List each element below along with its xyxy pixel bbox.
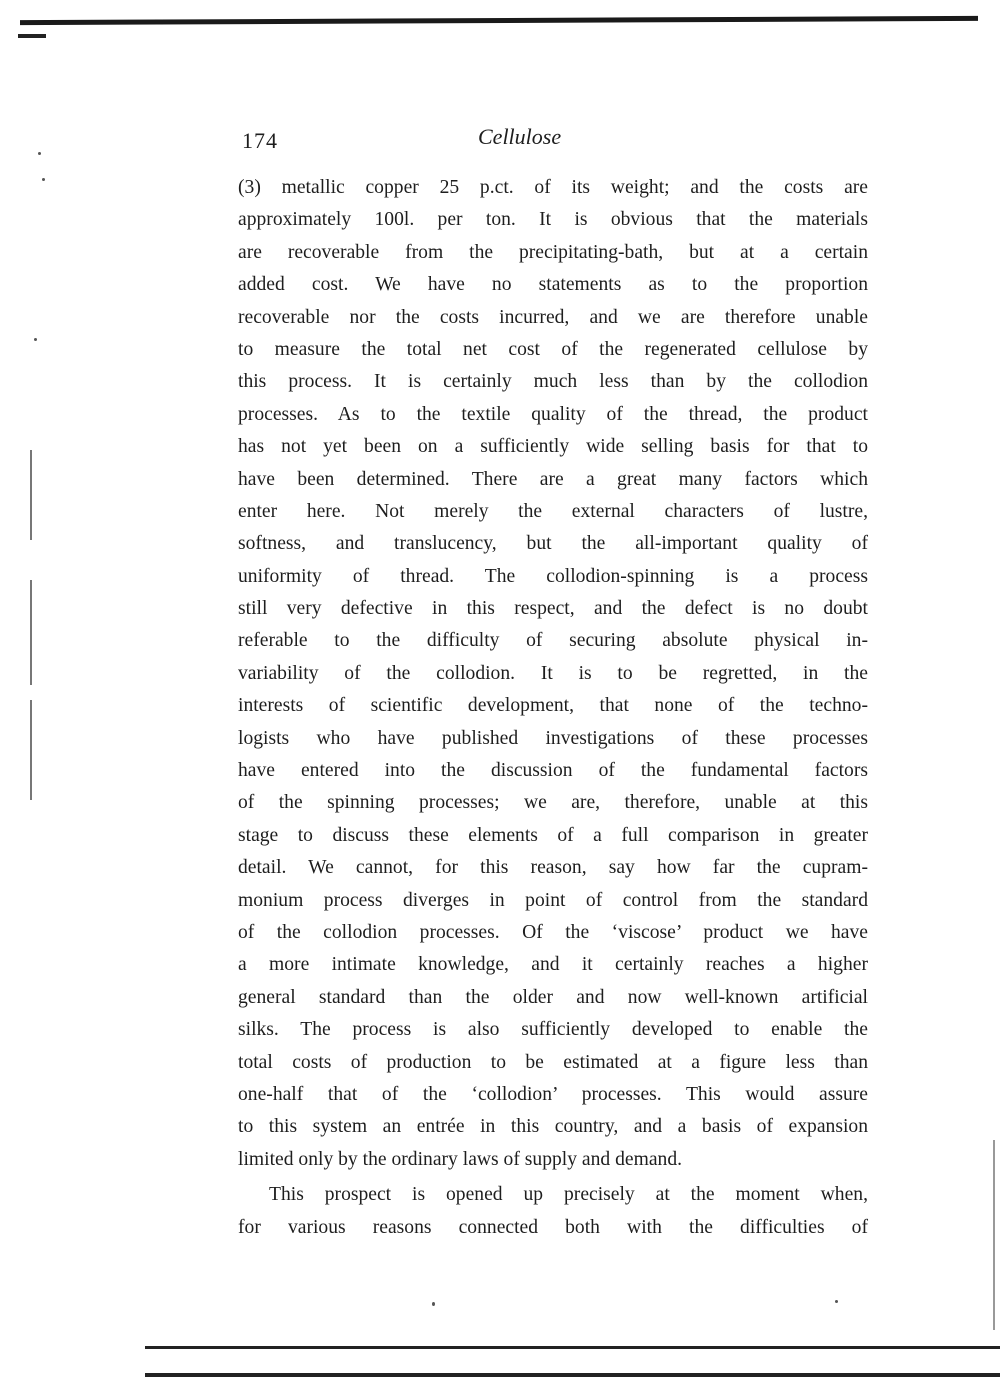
text-line: for various reasons connected both with the difficulties of (238, 1216, 868, 1238)
text-line: limited only by the ordinary laws of supply and demand. (238, 1148, 683, 1170)
bottom-rule-lower (145, 1373, 1000, 1377)
text-line: has not yet been on a sufficiently wide selling basis for that to (238, 436, 868, 458)
text-line: softness, and translucency, but the all-important quality of (238, 533, 868, 555)
text-line: a more intimate knowledge, and it certainly reaches a higher (238, 954, 868, 976)
text-line: interests of scientific development, that none of the techno- (238, 695, 868, 717)
text-line: enter here. Not merely the external characters of lustre, (238, 500, 868, 522)
running-title: Cellulose (478, 124, 562, 149)
right-edge-mark (993, 1140, 995, 1330)
text-line: (3) metallic copper 25 p.ct. of its weight; and the costs are (238, 177, 868, 198)
text-line: detail. We cannot, for this reason, say how far the cupram- (238, 857, 868, 879)
speck (835, 1300, 838, 1303)
body-text (238, 172, 868, 1244)
speck (432, 1302, 435, 1306)
text-line: silks. The process is also sufficiently developed to enable the (238, 1019, 868, 1041)
top-rule (20, 16, 978, 25)
text-line: referable to the difficulty of securing absolute physical in- (238, 630, 868, 652)
text-line: monium process diverges in point of control from the standard (238, 889, 868, 911)
speck (42, 178, 45, 181)
text-line: one-half that of the ‘collodion’ processes. This would assure (238, 1083, 868, 1105)
text-line: logists who have published investigations of these processes (238, 727, 868, 749)
text-line: to this system an entrée in this country, and a basis of expansion (238, 1116, 868, 1138)
text-line: general standard than the older and now well-known artificial (238, 986, 868, 1008)
text-line: uniformity of thread. The collodion-spinning is a process (238, 565, 868, 587)
text-line: still very defective in this respect, and the defect is no doubt (238, 598, 868, 620)
text-line: This prospect is opened up precisely at the moment when, (269, 1184, 868, 1206)
text-line: of the spinning processes; we are, therefore, unable at this (238, 792, 868, 814)
text-line: total costs of production to be estimated at a figure less than (238, 1051, 868, 1073)
bottom-rule-upper (145, 1346, 1000, 1349)
speck (38, 152, 41, 155)
top-left-mark (18, 34, 46, 38)
paragraph (238, 172, 868, 1176)
text-line: added cost. We have no statements as to the proportion (238, 274, 868, 296)
speck (34, 338, 37, 341)
text-line: have been determined. There are a great many factors which (238, 468, 868, 490)
text-line: of the collodion processes. Of the ‘viscose’ product we have (238, 921, 868, 943)
text-line: this process. It is certainly much less than by the collodion (238, 371, 868, 393)
paragraph (238, 1179, 868, 1244)
text-line: variability of the collodion. It is to be regretted, in the (238, 662, 868, 684)
text-line: to measure the total net cost of the regenerated cellulose by (238, 338, 868, 360)
text-line: are recoverable from the precipitating-bath, but at a certain (238, 241, 868, 263)
left-edge-mark-middle (30, 580, 32, 685)
text-line: have entered into the discussion of the fundamental factors (238, 760, 868, 782)
left-edge-mark-lower (30, 700, 32, 800)
left-edge-mark-upper (30, 450, 32, 540)
text-line: stage to discuss these elements of a full comparison in greater (238, 824, 868, 846)
text-line: processes. As to the textile quality of the thread, the product (238, 403, 868, 425)
page-number: 174 (242, 128, 278, 153)
text-line: approximately 100l. per ton. It is obvious that the materials (238, 209, 868, 231)
text-line: recoverable nor the costs incurred, and we are therefore unable (238, 306, 868, 328)
